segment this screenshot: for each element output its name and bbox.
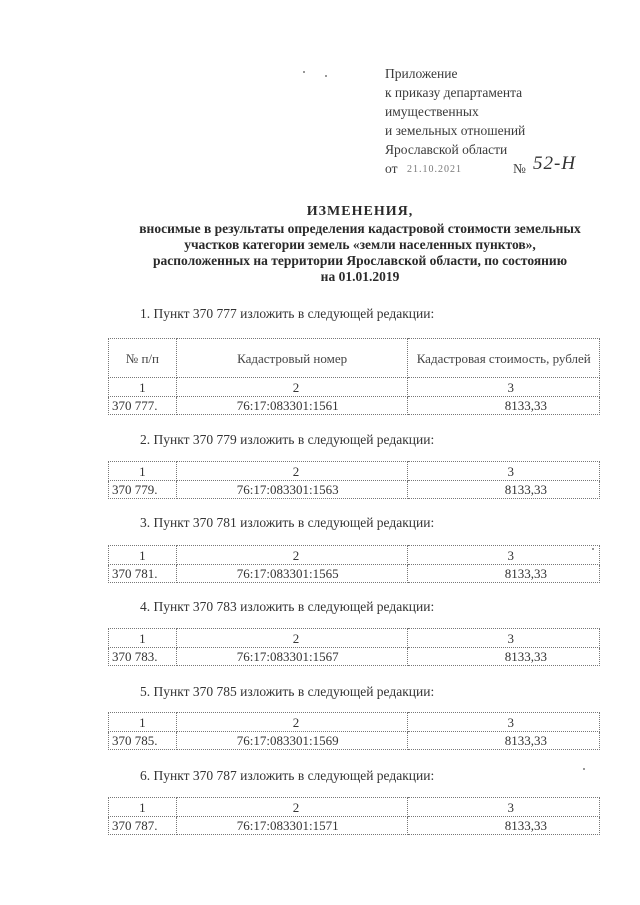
table-row — [109, 481, 600, 499]
subtitle-line: вносимые в результаты определения кадастровой стоимости земельных — [139, 221, 581, 236]
row-number: 370 783. — [109, 648, 177, 666]
row-cadastral: 76:17:083301:1571 — [176, 817, 408, 835]
cadastral-table — [108, 797, 600, 835]
index-cell: 3 — [408, 546, 600, 565]
row-value: 8133,33 — [408, 397, 600, 415]
subtitle-line: расположенных на территории Ярославской области, по состоянию — [152, 253, 568, 268]
index-cell: 1 — [109, 546, 177, 565]
row-number: 370 787. — [109, 817, 177, 835]
date-prefix: от — [385, 161, 398, 176]
index-cell: 1 — [109, 713, 177, 732]
scan-speck — [325, 75, 327, 77]
section-title: 3. Пункт 370 781 изложить в следующей редакции: — [140, 515, 435, 530]
order-number: 52-Н — [533, 153, 577, 174]
annex-line: к приказу департамента — [385, 85, 523, 100]
row-cadastral: 76:17:083301:1567 — [176, 648, 408, 666]
section-title: 1. Пункт 370 777 изложить в следующей редакции: — [140, 306, 435, 321]
index-cell: 3 — [408, 378, 600, 397]
index-cell: 3 — [408, 798, 600, 817]
table-header-row — [109, 339, 600, 378]
row-cadastral: 76:17:083301:1563 — [176, 481, 408, 499]
annex-date-line — [385, 153, 625, 178]
table-index-row — [109, 378, 600, 397]
scan-speck — [303, 71, 305, 73]
row-number: 370 777. — [109, 397, 177, 415]
header-value: Кадастровая стоимость, рублей — [408, 339, 600, 378]
section-title: 2. Пункт 370 779 изложить в следующей редакции: — [140, 432, 435, 447]
section-title: 4. Пункт 370 783 изложить в следующей редакции: — [140, 599, 435, 614]
index-cell: 1 — [109, 462, 177, 481]
row-value: 8133,33 — [408, 732, 600, 750]
cadastral-table — [108, 628, 600, 666]
table-row — [109, 648, 600, 666]
subtitle-line: на 01.01.2019 — [320, 269, 400, 284]
cadastral-table — [108, 338, 600, 415]
document-title: ИЗМЕНЕНИЯ, — [306, 204, 414, 219]
document-subtitle — [100, 221, 620, 285]
index-cell: 2 — [176, 462, 408, 481]
header-cadastral: Кадастровый номер — [176, 339, 408, 378]
section-title: 6. Пункт 370 787 изложить в следующей редакции: — [140, 768, 435, 783]
annex-block — [385, 64, 625, 178]
table-row — [109, 397, 600, 415]
subtitle-line: участков категории земель «земли населенных пунктов», — [184, 237, 536, 252]
annex-line: Ярославской области — [385, 142, 508, 157]
index-cell: 3 — [408, 462, 600, 481]
cadastral-table — [108, 545, 600, 583]
index-cell: 2 — [176, 546, 408, 565]
table-row — [109, 817, 600, 835]
order-date: 21.10.2021 — [407, 164, 462, 175]
cadastral-table — [108, 461, 600, 499]
table-index-row — [109, 462, 600, 481]
number-prefix: № — [513, 161, 526, 176]
header-number: № п/п — [109, 339, 177, 378]
table-row — [109, 732, 600, 750]
row-value: 8133,33 — [408, 481, 600, 499]
table-index-row — [109, 546, 600, 565]
index-cell: 2 — [176, 798, 408, 817]
table-index-row — [109, 629, 600, 648]
index-cell: 1 — [109, 629, 177, 648]
index-cell: 1 — [109, 798, 177, 817]
index-cell: 2 — [176, 713, 408, 732]
index-cell: 2 — [176, 629, 408, 648]
row-value: 8133,33 — [408, 565, 600, 583]
row-value: 8133,33 — [408, 648, 600, 666]
scan-speck — [583, 768, 585, 770]
index-cell: 2 — [176, 378, 408, 397]
row-value: 8133,33 — [408, 817, 600, 835]
section-title: 5. Пункт 370 785 изложить в следующей редакции: — [140, 684, 435, 699]
row-number: 370 779. — [109, 481, 177, 499]
cadastral-table — [108, 712, 600, 750]
row-number: 370 785. — [109, 732, 177, 750]
table-index-row — [109, 798, 600, 817]
table-index-row — [109, 713, 600, 732]
index-cell: 3 — [408, 713, 600, 732]
row-number: 370 781. — [109, 565, 177, 583]
row-cadastral: 76:17:083301:1561 — [176, 397, 408, 415]
annex-line: и земельных отношений — [385, 123, 526, 138]
annex-line: Приложение — [385, 66, 458, 81]
index-cell: 3 — [408, 629, 600, 648]
row-cadastral: 76:17:083301:1565 — [176, 565, 408, 583]
index-cell: 1 — [109, 378, 177, 397]
annex-line: имущественных — [385, 104, 479, 119]
row-cadastral: 76:17:083301:1569 — [176, 732, 408, 750]
table-row — [109, 565, 600, 583]
